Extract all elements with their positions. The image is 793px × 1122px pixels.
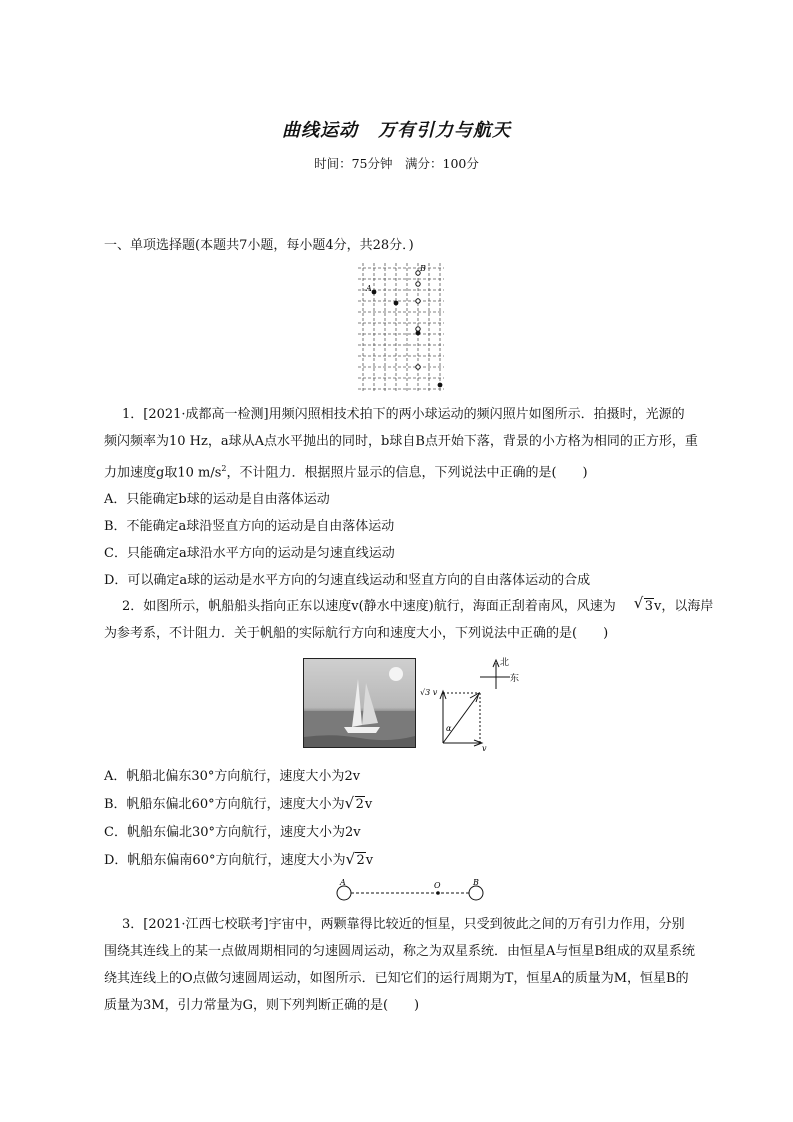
star-a: [337, 886, 351, 900]
star-a-label: A: [340, 878, 346, 887]
q3-text-line4: 质量为3M，引力常量为G，则下列判断正确的是( ): [104, 998, 420, 1013]
q1-option-a: A．只能确定b球的运动是自由落体运动: [104, 492, 330, 507]
page-title: [0, 116, 793, 142]
q1-option-b: B．不能确定a球沿竖直方向的运动是自由落体运动: [104, 519, 395, 534]
section-heading: 一、单项选择题(本题共7小题，每小题4分，共28分．): [104, 238, 414, 253]
sailboat-image: [304, 659, 415, 747]
east-label: 东: [510, 674, 520, 684]
grid-lines: [358, 263, 444, 391]
vertical-vector-label: √3 v: [420, 688, 438, 697]
q3-text-line2: 围绕其连线上的某一点做周期相同的匀速圆周运动，称之为双星系统．由恒星A与恒星B组成的双星系统: [104, 944, 695, 959]
q3-text-line3: 绕其连线上的O点做匀速圆周运动，如图所示．已知它们的运行周期为T，恒星A的质量为M，恒星B的: [104, 971, 689, 986]
north-label: 北: [500, 658, 510, 668]
q1-option-c: C．只能确定a球沿水平方向的运动是匀速直线运动: [104, 546, 395, 561]
label-b: B: [420, 264, 426, 273]
title-part1: 曲线运动: [282, 120, 358, 141]
resultant-vector: [443, 695, 478, 743]
star-b: [469, 886, 483, 900]
center-point-o: [436, 891, 440, 895]
title-part2: 万有引力与航天: [378, 120, 511, 141]
star-b-label: B: [473, 878, 479, 887]
q2-option-c: C．帆船东偏北30°方向航行，速度大小为2v: [104, 825, 361, 840]
sailboat-photo: [303, 658, 416, 748]
q2-option-d: D．帆船东偏南60°方向航行，速度大小为 √ 2v: [104, 850, 374, 868]
q3-text-line1: 3．[2021·江西七校联考]宇宙中，两颗靠得比较近的恒星，只受到彼此之间的万有引力作用，分别: [122, 917, 685, 932]
label-a: A: [366, 284, 372, 293]
q1-text-line2: 频闪频率为10 Hz，a球从A点水平抛出的同时，b球自B点开始下落，背景的小方格为相同的正方形，重: [104, 434, 698, 449]
q2-text-line1: 2．如图所示，帆船船头指向正东以速度v(静水中速度)航行，海面正刮着南风，风速为 √ 3v，以海岸: [122, 594, 714, 614]
alpha-label: α: [446, 724, 452, 733]
q2-text-line2: 为参考系，不计阻力．关于帆船的实际航行方向和速度大小，下列说法中正确的是( ): [104, 626, 609, 641]
q2-option-a: A．帆船北偏东30°方向航行，速度大小为2v: [104, 769, 361, 784]
q1-text-line3: 力加速度g取10 $m/s^2$，不计阻力．根据照片显示的信息，下列说法中正确的是( ): [104, 464, 588, 481]
q1-strobe-figure: [358, 263, 444, 391]
q2-option-b: B．帆船东偏北60°方向航行，速度大小为 √ 2v: [104, 794, 373, 812]
q1-text-line1: 1．[2021·成都高一检测]用频闪照相技术拍下的两小球运动的频闪照片如图所示．拍摄时，光源的: [122, 407, 685, 422]
q2-vector-diagram: [418, 655, 530, 755]
point-o-label: O: [434, 881, 441, 890]
q3-binary-star-figure: [330, 877, 490, 903]
exam-info: 时间：75分钟 满分：100分: [314, 156, 479, 171]
q1-option-d: D．可以确定a球的运动是水平方向的匀速直线运动和竖直方向的自由落体运动的合成: [104, 573, 591, 588]
horizontal-vector-label: v: [482, 744, 487, 753]
